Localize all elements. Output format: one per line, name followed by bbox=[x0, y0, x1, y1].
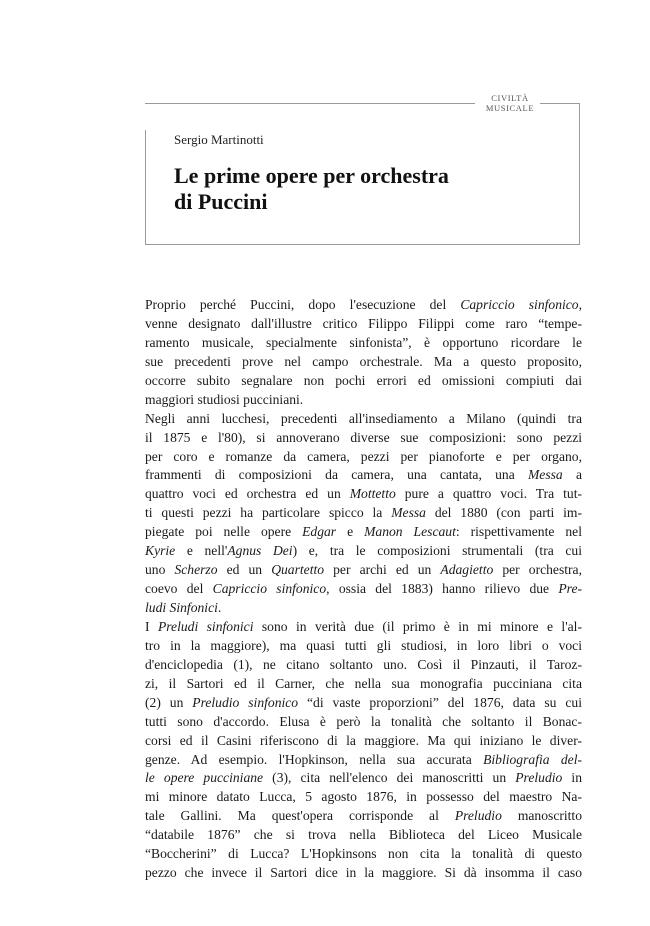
body-line: I Preludi sinfonici sono in verità due (il primo è in mi minore e l'al- bbox=[145, 618, 582, 634]
body-line: quattro voci ed orchestra ed un Mottetto pure a quattro voci. Tra tut- bbox=[145, 486, 582, 502]
body-line: ti questi pezzi ha particolare spicco la Messa del 1880 (con parti im- bbox=[145, 505, 583, 521]
body-line: Proprio perché Puccini, dopo l'esecuzione del Capriccio sinfonico, bbox=[145, 297, 583, 312]
body-line: il 1875 e l'80), si annoverano diverse sue composizioni: sono pezzi bbox=[145, 429, 582, 445]
article-body bbox=[145, 296, 582, 883]
body-line: “databile 1876” che si trova nella Biblioteca del Liceo Musicale bbox=[145, 827, 582, 843]
body-line: mi minore datato Lucca, 5 agosto 1876, in possesso del maestro Na- bbox=[145, 789, 582, 805]
body-line: per coro e romanze da camera, pezzi per pianoforte e per organo, bbox=[145, 448, 582, 464]
journal-name-line2: MUSICALE bbox=[485, 103, 535, 113]
article-author: Sergio Martinotti bbox=[174, 132, 264, 147]
body-line: ludi Sinfonici. bbox=[145, 600, 222, 615]
body-line: corsi ed il Casini riferiscono di la maggiore. Ma qui iniziano le diver- bbox=[145, 732, 582, 748]
body-line: genze. Ad esempio. l'Hopkinson, nella sua accurata Bibliografia del- bbox=[145, 751, 583, 767]
body-line: sue precedenti prove nel campo orchestrale. Ma a questo proposito, bbox=[145, 353, 582, 369]
body-line: le opere pucciniane (3), cita nell'elenco dei manoscritti un Preludio in bbox=[145, 770, 582, 786]
header-rule-left bbox=[145, 130, 146, 245]
body-line: zi, il Sartori ed il Carner, che nella sua monografia pucciniana cita bbox=[145, 675, 582, 691]
header-rule-bottom bbox=[145, 244, 580, 245]
body-line: coevo del Capriccio sinfonico, ossia del 1883) hanno rilievo due Pre- bbox=[145, 581, 583, 597]
article-title-line2: di Puccini bbox=[174, 189, 268, 214]
header-rule-top bbox=[145, 103, 475, 104]
body-line: occorre subito segnalare non pochi errori ed omissioni compiuti dai bbox=[145, 372, 582, 388]
body-line: frammenti di composizioni da camera, una cantata, una Messa a bbox=[145, 467, 582, 483]
body-line: d'enciclopedia (1), ne citano soltanto uno. Così il Pinzauti, il Taroz- bbox=[145, 656, 582, 672]
body-line: piegate poi nelle opere Edgar e Manon Lescaut: rispettivamente nel bbox=[145, 524, 582, 540]
article-title bbox=[174, 163, 574, 215]
body-line: tro in la maggiore), ma quasi tutti gli studiosi, in loro libri o voci bbox=[145, 637, 582, 653]
body-line: “Boccherini” di Lucca? L'Hopkinsons non cita la tonalità di questo bbox=[145, 846, 582, 862]
body-line: Kyrie e nell'Agnus Dei) e, tra le composizioni strumentali (tra cui bbox=[145, 543, 582, 559]
article-title-line1: Le prime opere per orchestra bbox=[174, 163, 449, 188]
body-line: pezzo che invece il Sartori dice in la maggiore. Si dà insomma il caso bbox=[145, 865, 582, 881]
body-line: Negli anni lucchesi, precedenti all'insediamento a Milano (quindi tra bbox=[145, 410, 582, 426]
body-line: (2) un Preludio sinfonico “di vaste proporzioni” del 1876, data su cui bbox=[145, 694, 582, 710]
body-line: tutti sono d'accordo. Elusa è però la tonalità che soltanto il Bonac- bbox=[145, 713, 582, 729]
body-line: uno Scherzo ed un Quartetto per archi ed un Adagietto per orchestra, bbox=[145, 562, 582, 578]
journal-name-line1: CIVILTÀ bbox=[491, 93, 529, 103]
journal-name bbox=[478, 93, 542, 113]
header-rule-right bbox=[579, 103, 580, 245]
body-line: tale Gallini. Ma quest'opera corrisponde al Preludio manoscritto bbox=[145, 808, 583, 824]
body-line: ramento musicale, specialmente sinfonista”, è opportuno ricordare le bbox=[145, 334, 582, 350]
body-line: venne designato dall'illustre critico Filippo Filippi come raro “tempe- bbox=[145, 315, 582, 331]
body-line: maggiori studiosi pucciniani. bbox=[145, 391, 304, 407]
header-rule-top-right bbox=[540, 103, 580, 104]
